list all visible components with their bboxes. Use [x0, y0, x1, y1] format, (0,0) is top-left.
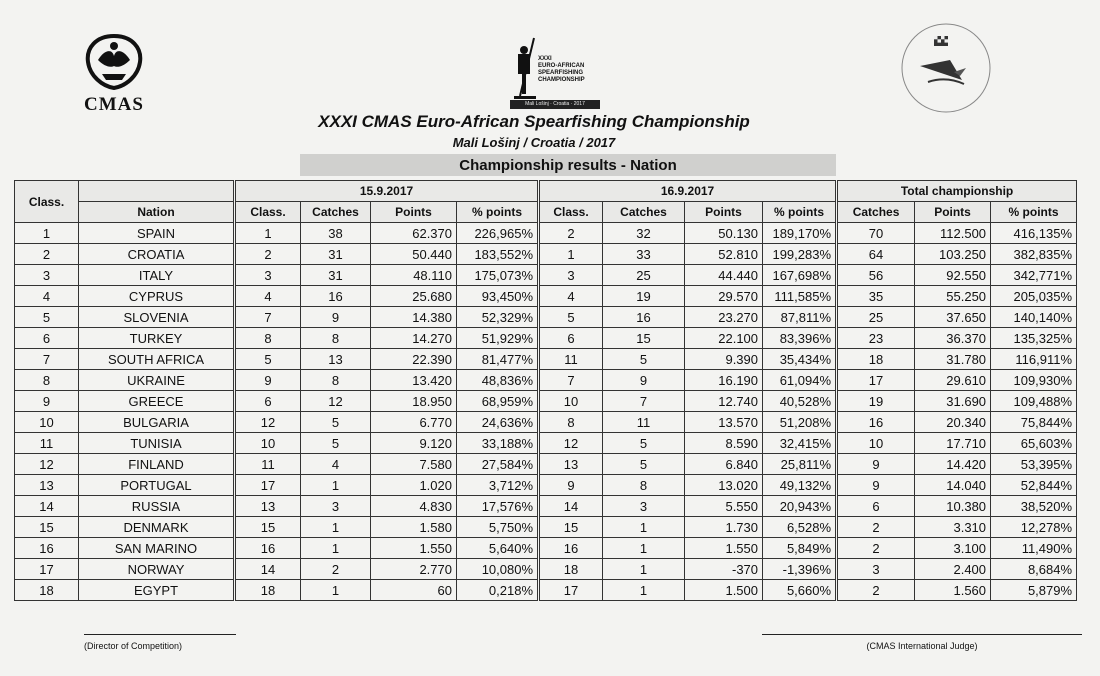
cell-d1pp: 68,959% — [457, 391, 539, 412]
cell-d1c: 3 — [235, 265, 301, 286]
cell-nation: SPAIN — [79, 223, 235, 244]
cell-d1p: 1.550 — [371, 538, 457, 559]
cell-d1k: 12 — [301, 391, 371, 412]
cell-cls: 3 — [15, 265, 79, 286]
cell-d1c: 18 — [235, 580, 301, 601]
championship-logo-line: XXXI — [538, 56, 552, 62]
cell-d2p: 29.570 — [685, 286, 763, 307]
cell-d2k: 25 — [603, 265, 685, 286]
federation-seal-icon — [898, 20, 994, 116]
cell-tp: 103.250 — [915, 244, 991, 265]
cell-d2pp: 199,283% — [763, 244, 837, 265]
table-row — [15, 244, 1077, 265]
cell-d1p: 18.950 — [371, 391, 457, 412]
cell-d2k: 5 — [603, 433, 685, 454]
cell-d1c: 1 — [235, 223, 301, 244]
cell-d2pp: 167,698% — [763, 265, 837, 286]
cell-d1p: 1.580 — [371, 517, 457, 538]
cell-tk: 70 — [837, 223, 915, 244]
cell-nation: SLOVENIA — [79, 307, 235, 328]
cell-d2c: 11 — [539, 349, 603, 370]
championship-logo-line: EURO-AFRICAN — [538, 63, 585, 69]
cell-d2c: 15 — [539, 517, 603, 538]
cell-d1p: 48.110 — [371, 265, 457, 286]
cell-d2k: 5 — [603, 349, 685, 370]
cell-nation: ITALY — [79, 265, 235, 286]
cell-d2k: 1 — [603, 559, 685, 580]
cell-tp: 20.340 — [915, 412, 991, 433]
cell-nation: BULGARIA — [79, 412, 235, 433]
table-subheader-row — [15, 202, 1077, 223]
cell-d2p: 1.550 — [685, 538, 763, 559]
cell-d2k: 1 — [603, 517, 685, 538]
cell-d1k: 1 — [301, 517, 371, 538]
cell-d2pp: -1,396% — [763, 559, 837, 580]
cell-tpp: 116,911% — [991, 349, 1077, 370]
cell-d1p: 4.830 — [371, 496, 457, 517]
cell-tpp: 12,278% — [991, 517, 1077, 538]
cell-cls: 6 — [15, 328, 79, 349]
cell-tpp: 382,835% — [991, 244, 1077, 265]
cell-d1pp: 93,450% — [457, 286, 539, 307]
document-title: XXXI CMAS Euro-African Spearfishing Championship — [318, 112, 750, 131]
cmas-emblem-icon — [82, 32, 146, 92]
judge-signature-label: (CMAS International Judge) — [866, 641, 978, 651]
cell-d1k: 16 — [301, 286, 371, 307]
cell-tpp: 75,844% — [991, 412, 1077, 433]
cell-d1c: 13 — [235, 496, 301, 517]
cell-tp: 2.400 — [915, 559, 991, 580]
cell-tk: 16 — [837, 412, 915, 433]
cell-tp: 37.650 — [915, 307, 991, 328]
cell-d2p: 5.550 — [685, 496, 763, 517]
cell-d1p: 60 — [371, 580, 457, 601]
cell-d1pp: 33,188% — [457, 433, 539, 454]
cell-tk: 9 — [837, 454, 915, 475]
cell-d2k: 19 — [603, 286, 685, 307]
cell-d2pp: 25,811% — [763, 454, 837, 475]
cell-cls: 14 — [15, 496, 79, 517]
cell-d2p: 12.740 — [685, 391, 763, 412]
table-row — [15, 496, 1077, 517]
cell-tk: 64 — [837, 244, 915, 265]
column-header: Catches — [301, 202, 371, 223]
column-header: Catches — [603, 202, 685, 223]
cell-cls: 4 — [15, 286, 79, 307]
cell-d1p: 7.580 — [371, 454, 457, 475]
cell-d1c: 14 — [235, 559, 301, 580]
table-row — [15, 265, 1077, 286]
cell-d1c: 2 — [235, 244, 301, 265]
cell-d1p: 6.770 — [371, 412, 457, 433]
cell-d2pp: 20,943% — [763, 496, 837, 517]
cell-tk: 35 — [837, 286, 915, 307]
cell-d2p: 44.440 — [685, 265, 763, 286]
cell-d2c: 10 — [539, 391, 603, 412]
cell-d2c: 9 — [539, 475, 603, 496]
cell-tpp: 8,684% — [991, 559, 1077, 580]
cell-d2k: 32 — [603, 223, 685, 244]
cell-cls: 8 — [15, 370, 79, 391]
cell-tpp: 109,930% — [991, 370, 1077, 391]
column-header: Class. — [539, 202, 603, 223]
cell-tpp: 65,603% — [991, 433, 1077, 454]
table-row — [15, 349, 1077, 370]
cell-d2k: 11 — [603, 412, 685, 433]
cell-nation: DENMARK — [79, 517, 235, 538]
column-header: Points — [915, 202, 991, 223]
cell-d1p: 1.020 — [371, 475, 457, 496]
section-title: Championship results - Nation — [300, 154, 836, 176]
table-row — [15, 286, 1077, 307]
table-row — [15, 370, 1077, 391]
cell-d2p: 22.100 — [685, 328, 763, 349]
blank-header — [79, 181, 235, 202]
cell-tk: 9 — [837, 475, 915, 496]
cell-cls: 18 — [15, 580, 79, 601]
cell-tpp: 52,844% — [991, 475, 1077, 496]
cell-d2pp: 87,811% — [763, 307, 837, 328]
cell-d1pp: 5,750% — [457, 517, 539, 538]
table-row — [15, 538, 1077, 559]
cell-d2k: 8 — [603, 475, 685, 496]
cell-d1pp: 0,218% — [457, 580, 539, 601]
cell-d1pp: 27,584% — [457, 454, 539, 475]
cell-d2p: 52.810 — [685, 244, 763, 265]
cell-d1k: 8 — [301, 328, 371, 349]
cell-d2c: 17 — [539, 580, 603, 601]
cell-d1c: 6 — [235, 391, 301, 412]
cell-tpp: 38,520% — [991, 496, 1077, 517]
cell-tp: 55.250 — [915, 286, 991, 307]
federation-logo — [898, 20, 994, 116]
cell-d2k: 1 — [603, 538, 685, 559]
cell-d2k: 9 — [603, 370, 685, 391]
cell-d2pp: 189,170% — [763, 223, 837, 244]
cell-d1c: 16 — [235, 538, 301, 559]
cell-tk: 23 — [837, 328, 915, 349]
cell-cls: 12 — [15, 454, 79, 475]
cell-tpp: 109,488% — [991, 391, 1077, 412]
cell-d2p: 23.270 — [685, 307, 763, 328]
cell-d2pp: 51,208% — [763, 412, 837, 433]
cell-d2p: 50.130 — [685, 223, 763, 244]
cell-d2c: 3 — [539, 265, 603, 286]
cell-d2c: 6 — [539, 328, 603, 349]
cell-d2k: 7 — [603, 391, 685, 412]
cell-d1c: 7 — [235, 307, 301, 328]
cell-tp: 3.100 — [915, 538, 991, 559]
cell-cls: 11 — [15, 433, 79, 454]
cell-d2c: 18 — [539, 559, 603, 580]
cell-tk: 56 — [837, 265, 915, 286]
cell-d1p: 13.420 — [371, 370, 457, 391]
cell-d2pp: 40,528% — [763, 391, 837, 412]
cell-d1c: 4 — [235, 286, 301, 307]
column-header: % points — [763, 202, 837, 223]
cell-tp: 31.780 — [915, 349, 991, 370]
results-body — [15, 223, 1077, 601]
championship-logo-bar: Mali Lošinj · Croatia · 2017 — [510, 100, 600, 109]
cell-d2p: 8.590 — [685, 433, 763, 454]
table-header-row — [15, 181, 1077, 202]
cell-d1k: 1 — [301, 538, 371, 559]
cell-nation: CROATIA — [79, 244, 235, 265]
cell-tk: 17 — [837, 370, 915, 391]
cell-d1c: 17 — [235, 475, 301, 496]
cell-tp: 29.610 — [915, 370, 991, 391]
cell-cls: 7 — [15, 349, 79, 370]
cell-tk: 25 — [837, 307, 915, 328]
cell-tpp: 11,490% — [991, 538, 1077, 559]
nation-header: Nation — [79, 202, 235, 223]
cell-tk: 6 — [837, 496, 915, 517]
cell-nation: NORWAY — [79, 559, 235, 580]
cell-nation: GREECE — [79, 391, 235, 412]
cell-d2c: 12 — [539, 433, 603, 454]
cell-d1k: 5 — [301, 433, 371, 454]
cell-d1p: 22.390 — [371, 349, 457, 370]
cell-d2pp: 83,396% — [763, 328, 837, 349]
cell-tp: 31.690 — [915, 391, 991, 412]
director-signature — [84, 634, 236, 664]
cell-d2p: 16.190 — [685, 370, 763, 391]
cell-d2p: 9.390 — [685, 349, 763, 370]
cell-d1c: 12 — [235, 412, 301, 433]
cell-d2pp: 6,528% — [763, 517, 837, 538]
cell-d2pp: 49,132% — [763, 475, 837, 496]
cell-d1pp: 48,836% — [457, 370, 539, 391]
spearfisher-figure-icon — [508, 36, 542, 100]
cell-d1p: 14.270 — [371, 328, 457, 349]
cell-d2p: 13.570 — [685, 412, 763, 433]
cell-d1k: 9 — [301, 307, 371, 328]
cell-nation: SOUTH AFRICA — [79, 349, 235, 370]
cell-d1pp: 226,965% — [457, 223, 539, 244]
cell-nation: PORTUGAL — [79, 475, 235, 496]
table-row — [15, 223, 1077, 244]
cell-d2k: 3 — [603, 496, 685, 517]
cell-tpp: 140,140% — [991, 307, 1077, 328]
cell-d2c: 8 — [539, 412, 603, 433]
cell-d2c: 2 — [539, 223, 603, 244]
cell-tp: 17.710 — [915, 433, 991, 454]
cell-cls: 16 — [15, 538, 79, 559]
cell-nation: CYPRUS — [79, 286, 235, 307]
cmas-logo — [78, 32, 150, 116]
cell-cls: 15 — [15, 517, 79, 538]
table-row — [15, 475, 1077, 496]
column-header: % points — [457, 202, 539, 223]
cell-d2k: 5 — [603, 454, 685, 475]
cell-d1k: 13 — [301, 349, 371, 370]
column-header: Points — [371, 202, 457, 223]
cell-d2p: 1.730 — [685, 517, 763, 538]
cell-cls: 9 — [15, 391, 79, 412]
cell-d2k: 15 — [603, 328, 685, 349]
cell-d1p: 9.120 — [371, 433, 457, 454]
cell-tp: 92.550 — [915, 265, 991, 286]
cell-d1pp: 81,477% — [457, 349, 539, 370]
cell-tpp: 205,035% — [991, 286, 1077, 307]
cell-tk: 10 — [837, 433, 915, 454]
cell-d1c: 8 — [235, 328, 301, 349]
cell-d2k: 33 — [603, 244, 685, 265]
signature-line — [762, 634, 1082, 635]
championship-logo — [508, 36, 600, 110]
cell-d2c: 7 — [539, 370, 603, 391]
results-table — [14, 180, 1077, 601]
table-row — [15, 307, 1077, 328]
cell-d2pp: 35,434% — [763, 349, 837, 370]
cell-d1k: 31 — [301, 244, 371, 265]
cell-d2pp: 61,094% — [763, 370, 837, 391]
cell-tpp: 135,325% — [991, 328, 1077, 349]
cell-d2p: -370 — [685, 559, 763, 580]
cell-d1p: 2.770 — [371, 559, 457, 580]
cell-tp: 14.420 — [915, 454, 991, 475]
table-row — [15, 412, 1077, 433]
cell-d1k: 4 — [301, 454, 371, 475]
cell-nation: FINLAND — [79, 454, 235, 475]
cell-tp: 1.560 — [915, 580, 991, 601]
cell-d1p: 14.380 — [371, 307, 457, 328]
cell-d1k: 3 — [301, 496, 371, 517]
cell-tk: 2 — [837, 517, 915, 538]
cell-tp: 36.370 — [915, 328, 991, 349]
table-row — [15, 580, 1077, 601]
cell-tk: 19 — [837, 391, 915, 412]
cell-d2c: 13 — [539, 454, 603, 475]
table-row — [15, 517, 1077, 538]
cell-d1c: 10 — [235, 433, 301, 454]
day2-header: 16.9.2017 — [539, 181, 837, 202]
cell-d1k: 31 — [301, 265, 371, 286]
cell-d1pp: 52,329% — [457, 307, 539, 328]
cell-d1pp: 24,636% — [457, 412, 539, 433]
day1-header: 15.9.2017 — [235, 181, 539, 202]
cell-cls: 13 — [15, 475, 79, 496]
cell-cls: 1 — [15, 223, 79, 244]
cell-d1pp: 183,552% — [457, 244, 539, 265]
cell-d1k: 38 — [301, 223, 371, 244]
cell-tk: 3 — [837, 559, 915, 580]
cell-tpp: 342,771% — [991, 265, 1077, 286]
cell-tk: 2 — [837, 538, 915, 559]
cell-tp: 10.380 — [915, 496, 991, 517]
table-row — [15, 328, 1077, 349]
cell-d2pp: 5,660% — [763, 580, 837, 601]
cell-tpp: 416,135% — [991, 223, 1077, 244]
cmas-logo-text: CMAS — [84, 94, 144, 115]
cell-d1pp: 17,576% — [457, 496, 539, 517]
cell-cls: 10 — [15, 412, 79, 433]
cell-d1pp: 5,640% — [457, 538, 539, 559]
cell-d1c: 5 — [235, 349, 301, 370]
cell-nation: EGYPT — [79, 580, 235, 601]
signature-line — [84, 634, 236, 635]
cell-d2pp: 111,585% — [763, 286, 837, 307]
cell-d1pp: 175,073% — [457, 265, 539, 286]
cell-cls: 2 — [15, 244, 79, 265]
table-row — [15, 433, 1077, 454]
cell-d1k: 5 — [301, 412, 371, 433]
cell-tpp: 53,395% — [991, 454, 1077, 475]
cell-tp: 3.310 — [915, 517, 991, 538]
cell-d1k: 1 — [301, 580, 371, 601]
column-header: Class. — [235, 202, 301, 223]
cell-d2c: 5 — [539, 307, 603, 328]
judge-signature — [762, 634, 1082, 664]
championship-logo-line: SPEARFISHING — [538, 70, 584, 76]
cell-d2pp: 5,849% — [763, 538, 837, 559]
cell-d2k: 16 — [603, 307, 685, 328]
cell-nation: RUSSIA — [79, 496, 235, 517]
cell-tp: 14.040 — [915, 475, 991, 496]
cell-d2k: 1 — [603, 580, 685, 601]
cell-cls: 17 — [15, 559, 79, 580]
table-row — [15, 391, 1077, 412]
cell-nation: UKRAINE — [79, 370, 235, 391]
cell-nation: SAN MARINO — [79, 538, 235, 559]
cell-d2c: 16 — [539, 538, 603, 559]
cell-d2p: 1.500 — [685, 580, 763, 601]
cell-d2c: 4 — [539, 286, 603, 307]
cell-d2c: 1 — [539, 244, 603, 265]
cell-d1k: 2 — [301, 559, 371, 580]
cell-d1pp: 51,929% — [457, 328, 539, 349]
cell-d2p: 13.020 — [685, 475, 763, 496]
cell-d2c: 14 — [539, 496, 603, 517]
cell-tk: 18 — [837, 349, 915, 370]
table-row — [15, 454, 1077, 475]
cell-d1p: 62.370 — [371, 223, 457, 244]
total-header: Total championship — [837, 181, 1077, 202]
cell-tk: 2 — [837, 580, 915, 601]
cell-d1p: 25.680 — [371, 286, 457, 307]
cell-d2p: 6.840 — [685, 454, 763, 475]
column-header: % points — [991, 202, 1077, 223]
cell-tpp: 5,879% — [991, 580, 1077, 601]
cell-d1pp: 10,080% — [457, 559, 539, 580]
cell-d1c: 15 — [235, 517, 301, 538]
cell-d1p: 50.440 — [371, 244, 457, 265]
cell-nation: TURKEY — [79, 328, 235, 349]
championship-logo-line: CHAMPIONSHIP — [538, 77, 585, 83]
cell-tp: 112.500 — [915, 223, 991, 244]
column-header: Catches — [837, 202, 915, 223]
director-signature-label: (Director of Competition) — [84, 641, 183, 651]
cell-d1c: 9 — [235, 370, 301, 391]
cell-d1c: 11 — [235, 454, 301, 475]
championship-logo-text — [538, 56, 598, 84]
cell-d1k: 8 — [301, 370, 371, 391]
column-header: Points — [685, 202, 763, 223]
class-header: Class. — [15, 181, 79, 223]
cell-d1pp: 3,712% — [457, 475, 539, 496]
cell-d1k: 1 — [301, 475, 371, 496]
document-subtitle: Mali Lošinj / Croatia / 2017 — [452, 135, 616, 150]
table-row — [15, 559, 1077, 580]
cell-cls: 5 — [15, 307, 79, 328]
cell-nation: TUNISIA — [79, 433, 235, 454]
cell-d2pp: 32,415% — [763, 433, 837, 454]
